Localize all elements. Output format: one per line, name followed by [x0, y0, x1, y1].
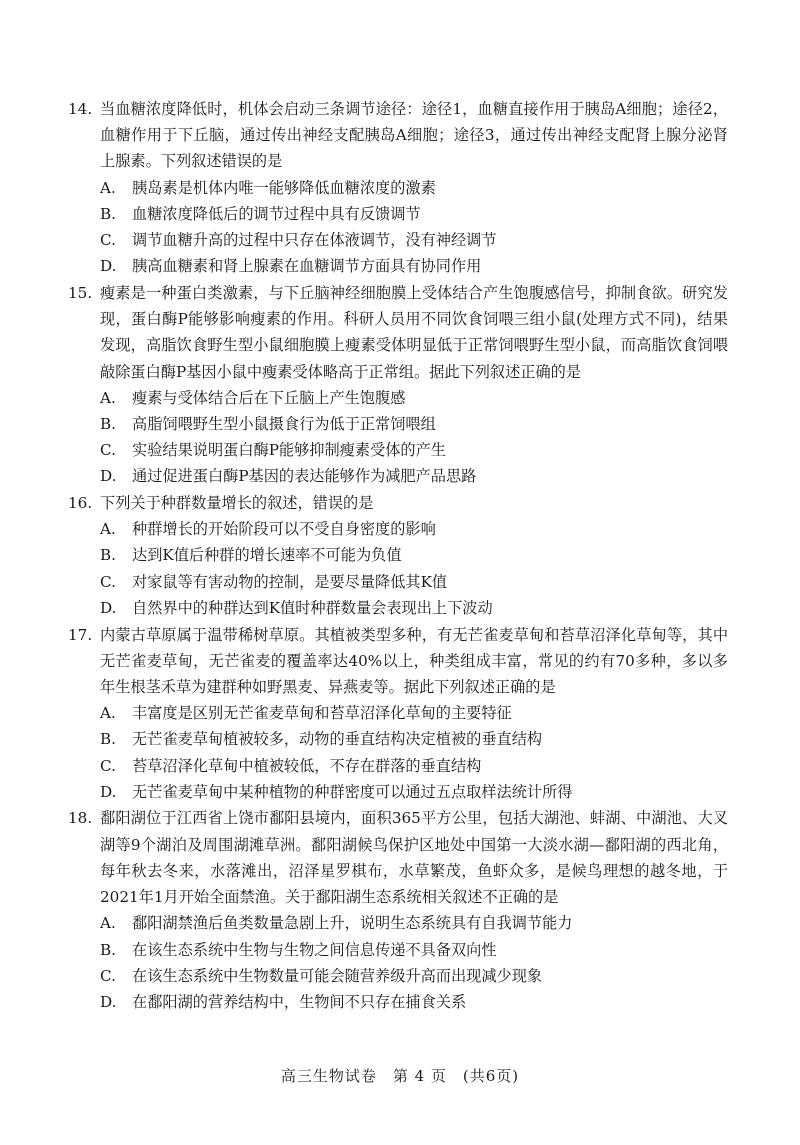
option-letter: D. [100, 598, 117, 617]
option-text: 种群增长的开始阶段可以不受自身密度的影响 [132, 520, 436, 539]
option-letter: B. [100, 414, 116, 433]
question-text: 瘦素是一种蛋白类激素，与下丘脑神经细胞膜上受体结合产生饱腹感信号，抑制食欲。研究发现，蛋白酶P能够影响瘦素的作用。科研人员用不同饮食饲喂三组小鼠(处理方式不同)，结果发现，高脂饮食野生型小鼠细胞膜上瘦素受体明显低于正常饲喂野生型小鼠，而高脂饮食饲喂敲除蛋白酶P基因小鼠中瘦素受体略高于正常组。据此下列叙述正确的是 [100, 283, 728, 381]
option-letter: B. [100, 940, 116, 959]
option-text: 苔草沼泽化草甸中植被较低，不存在群落的垂直结构 [132, 756, 482, 775]
option-letter: A. [100, 520, 116, 539]
question-number: 15. [68, 283, 93, 302]
option-text: 对家鼠等有害动物的控制，是要尽量降低其K值 [132, 572, 448, 591]
option-d [68, 463, 728, 489]
option-text: 无芒雀麦草甸植被较多，动物的垂直结构决定植被的垂直结构 [132, 730, 543, 749]
option-text: 胰岛素是机体内唯一能够降低血糖浓度的激素 [132, 178, 436, 197]
question-stem [68, 280, 728, 385]
question-15 [68, 280, 728, 490]
option-text: 在该生态系统中生物与生物之间信息传递不具备双向性 [132, 940, 497, 959]
option-text: 达到K值后种群的增长速率不可能为负值 [132, 546, 402, 565]
question-17 [68, 622, 728, 805]
option-b [68, 542, 728, 568]
option-letter: B. [100, 546, 116, 565]
question-14 [68, 96, 728, 279]
option-a [68, 700, 728, 726]
question-stem [68, 96, 728, 175]
option-d [68, 779, 728, 805]
option-letter: D. [100, 467, 117, 486]
question-text: 当血糖浓度降低时，机体会启动三条调节途径：途径1，血糖直接作用于胰岛A细胞；途径2，血糖作用于下丘脑，通过传出神经支配胰岛A细胞；途径3，通过传出神经支配肾上腺分泌肾上腺素。下列叙述错误的是 [100, 100, 728, 171]
option-letter: C. [100, 572, 116, 591]
option-c [68, 569, 728, 595]
option-letter: B. [100, 730, 116, 749]
option-d [68, 989, 728, 1015]
question-16 [68, 490, 728, 621]
option-letter: B. [100, 204, 116, 223]
question-stem [68, 805, 728, 910]
option-c [68, 437, 728, 463]
option-letter: C. [100, 966, 116, 985]
option-text: 鄱阳湖禁渔后鱼类数量急剧上升，说明生态系统具有自我调节能力 [132, 914, 573, 933]
option-text: 实验结果说明蛋白酶P能够抑制瘦素受体的产生 [132, 441, 446, 460]
option-letter: D. [100, 782, 117, 801]
option-letter: A. [100, 178, 116, 197]
question-text: 鄱阳湖位于江西省上饶市鄱阳县境内，面积365平方公里，包括大湖池、蚌湖、中湖池、大叉湖等9个湖泊及周围湖滩草洲。鄱阳湖候鸟保护区地处中国第一大淡水湖—鄱阳湖的西北角，每年秋去冬来，水落滩出，沼泽星罗棋布，水草繁茂，鱼虾众多，是候鸟理想的越冬地，于2021年1月开始全面禁渔。关于鄱阳湖生态系统相关叙述不正确的是 [100, 809, 728, 907]
question-18 [68, 805, 728, 1015]
question-list [68, 96, 728, 1016]
option-letter: D. [100, 257, 117, 276]
option-c [68, 963, 728, 989]
option-letter: A. [100, 914, 116, 933]
option-text: 血糖浓度降低后的调节过程中具有反馈调节 [132, 204, 421, 223]
option-d [68, 253, 728, 279]
option-letter: A. [100, 704, 116, 723]
question-text: 下列关于种群数量增长的叙述，错误的是 [100, 494, 374, 513]
option-text: 调节血糖升高的过程中只存在体液调节，没有神经调节 [132, 231, 497, 250]
option-text: 通过促进蛋白酶P基因的表达能够作为减肥产品思路 [132, 467, 477, 486]
option-b [68, 201, 728, 227]
option-letter: C. [100, 756, 116, 775]
option-b [68, 937, 728, 963]
option-text: 在该生态系统中生物数量可能会随营养级升高而出现减少现象 [132, 966, 543, 985]
question-number: 18. [68, 809, 93, 828]
option-a [68, 175, 728, 201]
option-a [68, 910, 728, 936]
option-b [68, 411, 728, 437]
option-text: 高脂饲喂野生型小鼠摄食行为低于正常饲喂组 [132, 414, 436, 433]
question-text: 内蒙古草原属于温带稀树草原。其植被类型多种，有无芒雀麦草甸和苔草沼泽化草甸等，其中无芒雀麦草甸，无芒雀麦的覆盖率达40%以上，种类组成丰富，常见的约有70多种，多以多年生根茎禾草为建群种如野黑麦、异燕麦等。据此下列叙述正确的是 [100, 625, 728, 696]
option-b [68, 726, 728, 752]
option-text: 丰富度是区别无芒雀麦草甸和苔草沼泽化草甸的主要特征 [132, 704, 512, 723]
option-letter: A. [100, 388, 116, 407]
question-stem [68, 622, 728, 701]
option-text: 无芒雀麦草甸中某种植物的种群密度可以通过五点取样法统计所得 [132, 782, 573, 801]
option-c [68, 753, 728, 779]
option-text: 在鄱阳湖的营养结构中，生物间不只存在捕食关系 [132, 992, 467, 1011]
option-letter: C. [100, 231, 116, 250]
option-a [68, 516, 728, 542]
question-number: 14. [68, 100, 93, 118]
question-stem [68, 490, 728, 516]
option-letter: D. [100, 992, 117, 1011]
option-text: 瘦素与受体结合后在下丘脑上产生饱腹感 [132, 388, 406, 407]
question-number: 16. [68, 494, 93, 513]
option-a [68, 385, 728, 411]
question-number: 17. [68, 625, 93, 644]
option-d [68, 595, 728, 621]
option-text: 胰高血糖素和肾上腺素在血糖调节方面具有协同作用 [132, 257, 482, 276]
option-c [68, 227, 728, 253]
option-letter: C. [100, 441, 116, 460]
page-footer: 高三生物试卷 第 4 页 (共6页) [280, 1067, 520, 1085]
option-text: 自然界中的种群达到K值时种群数量会表现出上下波动 [132, 598, 493, 617]
